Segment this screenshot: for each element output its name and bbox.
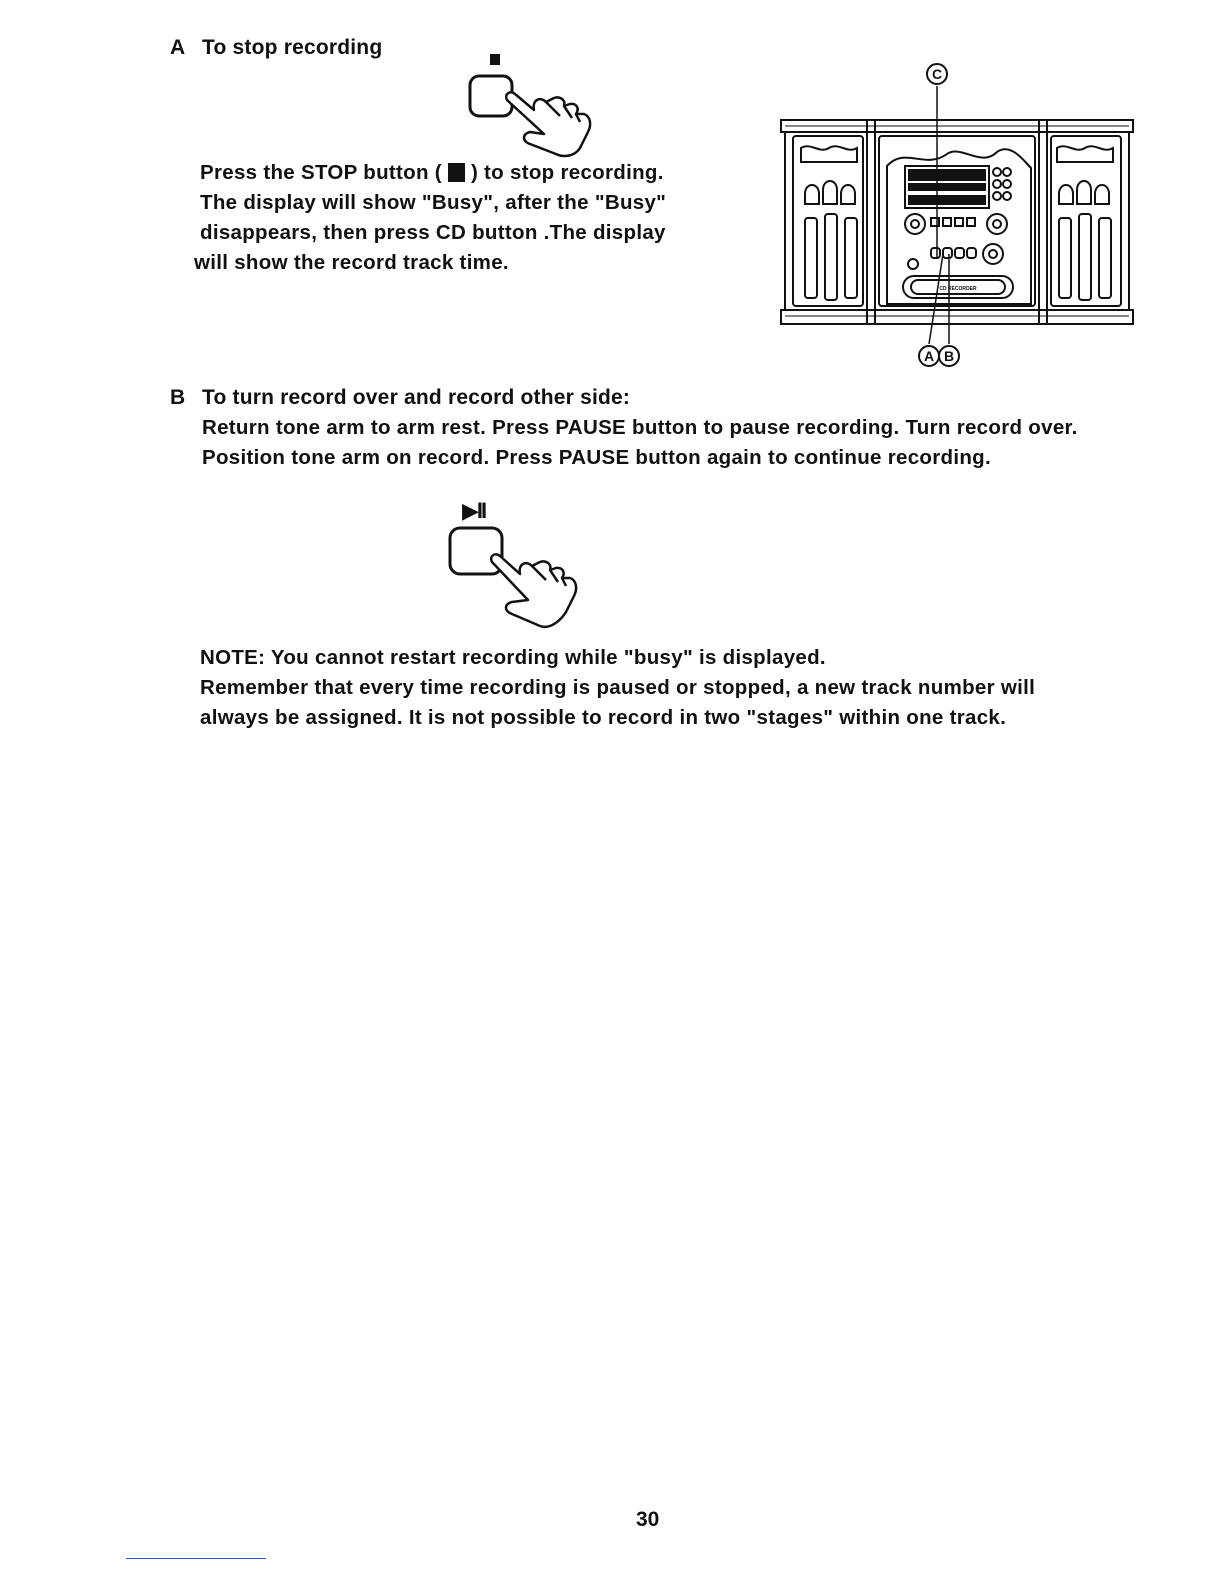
pressing-hand-icon: [491, 554, 576, 627]
section-b-title: To turn record over and record other side:: [202, 386, 631, 409]
svg-text:C: C: [931, 66, 943, 82]
pressing-hand-icon: [506, 92, 590, 156]
section-a-letter: A: [170, 36, 186, 59]
note-paragraph: [200, 643, 1035, 733]
section-a-line-3: disappears, then press CD button .The display: [200, 221, 666, 244]
note-line-3: always be assigned. It is not possible to record in two "stages" within one track.: [200, 706, 1007, 729]
section-a-heading: [170, 36, 382, 60]
callout-b: [939, 346, 959, 366]
pause-button-illustration: [440, 520, 590, 638]
panel-label: CD RECORDER: [939, 286, 977, 292]
stop-square-icon: [448, 163, 465, 182]
section-a-paragraph: [194, 158, 667, 278]
footer-rule: [126, 1558, 266, 1559]
section-a-line-2: The display will show "Busy", after the "Busy": [200, 191, 667, 214]
section-b-paragraph: [202, 413, 1078, 473]
callout-c: [927, 64, 947, 84]
section-b-line-2: Position tone arm on record. Press PAUSE button again to continue recording.: [202, 446, 991, 469]
pause-button-icon: [450, 528, 502, 574]
svg-text:B: B: [943, 348, 955, 364]
section-a-title: To stop recording: [202, 36, 383, 59]
svg-text:A: A: [923, 348, 935, 364]
stop-symbol-icon: [490, 54, 500, 65]
section-b-letter: B: [170, 386, 186, 409]
stop-button-illustration: [460, 48, 600, 164]
section-a-line-4: will show the record track time.: [194, 251, 509, 274]
section-b-heading: [170, 386, 630, 410]
note-line-1: NOTE: You cannot restart recording while "busy" is displayed.: [200, 646, 826, 669]
section-a-line-1: Press the STOP button ( ) to stop recording.: [200, 161, 664, 184]
cabinet-bottom-rail: [781, 310, 1133, 324]
page-number: 30: [636, 1508, 660, 1531]
callout-a: [919, 346, 939, 366]
play-pause-symbol-icon: ▶II: [462, 498, 486, 523]
note-line-2: Remember that every time recording is paused or stopped, a new track number will: [200, 676, 1036, 699]
stereo-cabinet-illustration: [775, 58, 1140, 372]
section-b-line-1: Return tone arm to arm rest. Press PAUSE button to pause recording. Turn record over.: [202, 416, 1078, 439]
